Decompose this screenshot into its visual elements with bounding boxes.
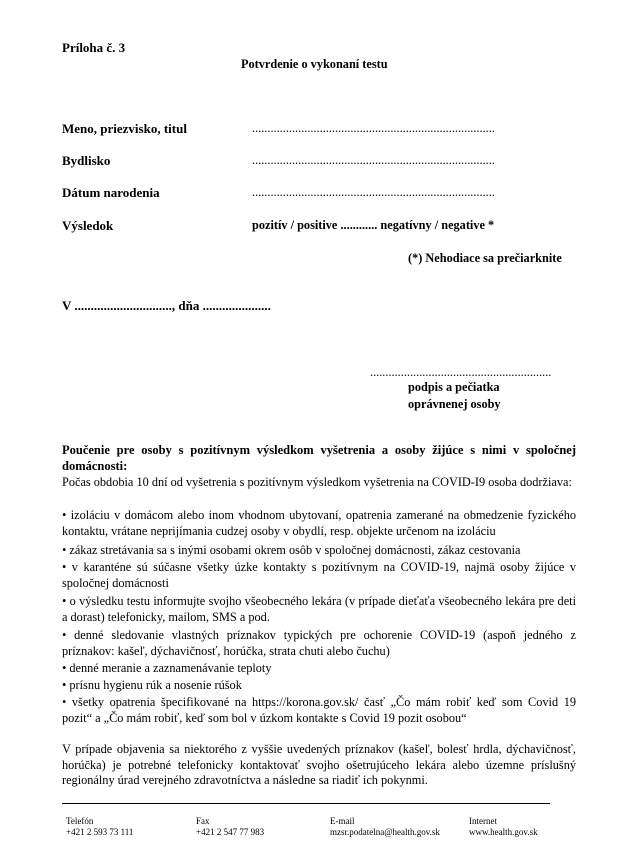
- instruction-item: • zákaz stretávania sa s inými osobami okrem osôb v spoločnej domácnosti, zákaz cestovania: [62, 543, 521, 557]
- instructions-heading: Poučenie pre osoby s pozitívnym výsledkom vyšetrenia a osoby žijúce s nimi v spoločnej domácnosti:: [62, 443, 576, 473]
- result-value: pozitív / positive ............ negatívny / negative *: [252, 218, 495, 232]
- annex-label: Príloha č. 3: [62, 40, 126, 55]
- address-line: ...............................................................................: [252, 153, 495, 167]
- instruction-item: • denné sledovanie vlastných príznakov typických pre ochorenie COVID-19 (aspoň jedného z príznakov: kašeľ, dýchavičnosť, horúčka, strata chuti alebo čuchu): [62, 628, 576, 658]
- address-label: Bydlisko: [62, 153, 111, 168]
- footer-phone-label: Telefón: [66, 816, 94, 826]
- closing-paragraph: V prípade objavenia sa niektorého z vyššie uvedených príznakov (kašeľ, bolesť hrdla, dýchavičnosť, horúčka) je potrebné telefonicky kontaktovať svojho ošetrujúceho lekára alebo územne príslušný regionálny úrad verejného zdravotníctva a následne sa riadiť ich pokynmi.: [62, 742, 576, 788]
- footer-phone-value: +421 2 593 73 111: [66, 827, 134, 837]
- name-label: Meno, priezvisko, titul: [62, 121, 187, 136]
- footer-fax-value: +421 2 547 77 983: [196, 827, 265, 837]
- footer-web-value: www.health.gov.sk: [469, 827, 538, 837]
- signature-line: ...........................................................: [370, 365, 552, 379]
- signature-caption-1: podpis a pečiatka: [408, 380, 500, 394]
- footer-email-label: E-mail: [330, 816, 355, 826]
- instruction-item: • o výsledku testu informujte svojho všeobecného lekára (v prípade dieťaťa všeobecného lekára pre deti a dorast) telefonicky, mailom, SMS a pod.: [62, 594, 576, 624]
- name-line: ...............................................................................: [252, 121, 495, 135]
- instruction-item: • prísnu hygienu rúk a nosenie rúšok: [62, 678, 242, 692]
- footer-email-value: mzsr.podatelna@health.gov.sk: [330, 827, 440, 837]
- dob-label: Dátum narodenia: [62, 185, 160, 200]
- instructions-intro: Počas obdobia 10 dní od vyšetrenia s pozitívnym výsledkom vyšetrenia na COVID-I9 osoba dodržiava:: [62, 475, 572, 489]
- strikethrough-note: (*) Nehodiace sa prečiarknite: [408, 251, 562, 265]
- footer-fax-label: Fax: [196, 816, 210, 826]
- instruction-item: • všetky opatrenia špecifikované na https://korona.gov.sk/ časť „Čo mám robiť keď som Covid 19 pozit“ a „Čo mám robiť, keď som bol v úzkom kontakte s Covid 19 pozit osobou“: [62, 695, 576, 725]
- footer-web-label: Internet: [469, 816, 497, 826]
- footer-divider: [62, 803, 550, 804]
- signature-caption-2: oprávnenej osoby: [408, 397, 501, 411]
- instruction-item: • v karanténe sú súčasne všetky úzke kontakty s pozitívnym na COVID-19, najmä osoby žijúce v spoločnej domácnosti: [62, 560, 576, 590]
- instruction-item: • denné meranie a zaznamenávanie teploty: [62, 661, 272, 675]
- instruction-item: • izoláciu v domácom alebo inom vhodnom ubytovaní, opatrenia zamerané na obmedzenie fyzického kontaktu, vrátane neprijímania cudzej osoby v obydlí, resp. objekte určenom na izoláciu: [62, 508, 576, 538]
- document-title: Potvrdenie o vykonaní testu: [241, 57, 388, 71]
- place-date-line: V .............................., dňa .....................: [62, 298, 271, 313]
- dob-line: ...............................................................................: [252, 185, 495, 199]
- result-label: Výsledok: [62, 218, 114, 233]
